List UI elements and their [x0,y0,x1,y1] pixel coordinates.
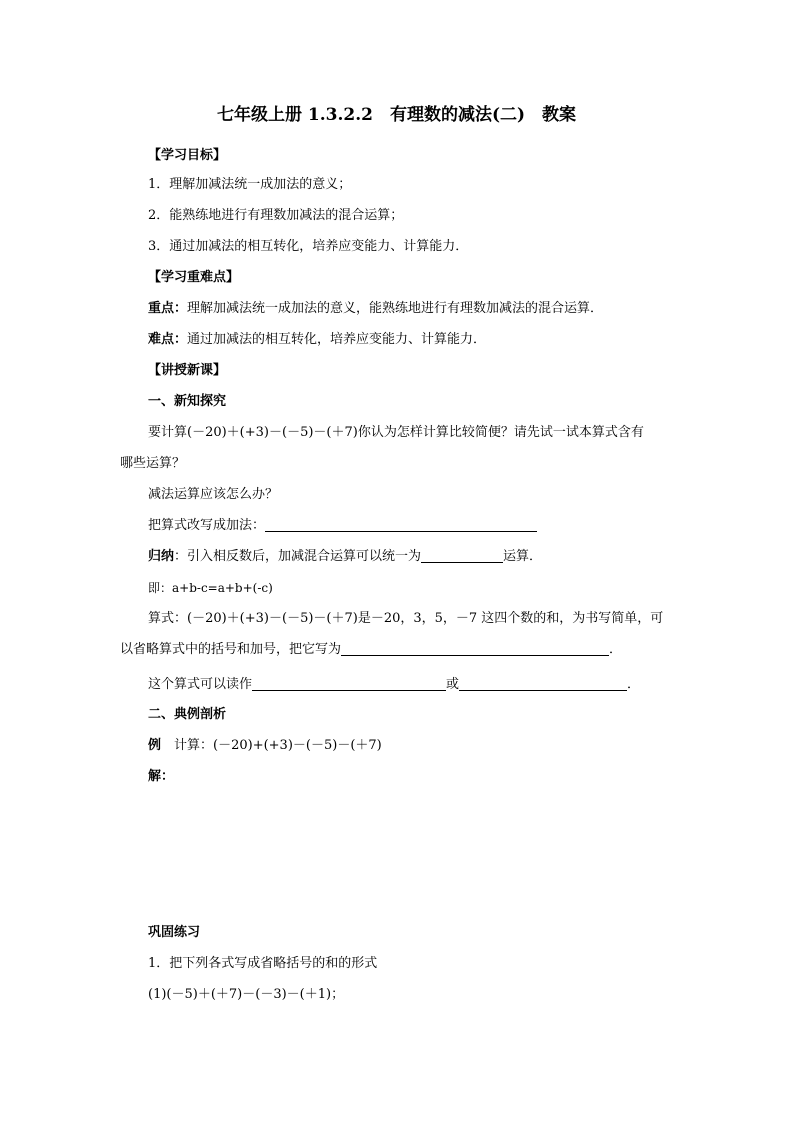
difficult-point-line [148,331,486,349]
question-2: 减法运算应该怎么办？ [148,487,279,502]
example-label: 例 [148,738,162,753]
goal-item-3: 3．通过加减法的相互转化，培养应变能力、计算能力． [148,239,469,254]
part1-heading: 一、新知探究 [148,394,227,409]
rewrite-line [148,517,537,535]
read-answer-blank-2[interactable] [459,676,627,691]
section-key-heading: 【学习重难点】 [148,270,240,285]
section-new-heading: 【讲授新课】 [148,363,227,378]
expression-line-2 [120,641,622,659]
example-line [148,737,382,755]
difficult-point-label: 难点： [148,332,188,347]
expression-line-2-end: ． [609,642,623,657]
expression-line-1: 算式：(－20)＋(+3)－(－5)－(＋7)是－20，3，5，－7 这四个数的和，为书写简单，可 [148,611,664,626]
question-1-line-2: 哪些运算？ [120,456,186,471]
difficult-point-text: 通过加减法的相互转化，培养应变能力、计算能力． [187,332,487,347]
summary-line [148,548,542,566]
practice-item-1: 1．把下列各式写成省略括号的和的形式 [148,956,378,971]
practice-item-1-1: (1)(－5)＋(＋7)－(－3)－(＋1)； [148,987,345,1002]
expression-line-2-text: 以省略算式中的括号和加号，把它写为 [120,642,342,657]
key-point-label: 重点： [148,301,188,316]
summary-answer-blank[interactable] [421,548,503,563]
practice-heading: 巩固练习 [148,925,201,940]
goal-item-1: 1．理解加减法统一成加法的意义； [148,177,352,192]
summary-label: 归纳 [148,549,175,564]
summary-text: ：引入相反数后，加减混合运算可以统一为 [174,549,422,564]
example-text: 计算：(－20)+(+3)－(－5)－(＋7) [161,738,382,753]
summary-end: 运算． [503,549,543,564]
read-line [148,676,640,694]
section-goals-heading: 【学习目标】 [148,148,227,163]
goal-item-2: 2．能熟练地进行有理数加减法的混合运算； [148,208,404,223]
read-prompt: 这个算式可以读作 [148,677,253,692]
part2-heading: 二、典例剖析 [148,707,227,722]
expression-answer-blank[interactable] [341,641,609,656]
solution-label: 解： [148,769,175,784]
read-end: ． [627,677,641,692]
read-answer-blank-1[interactable] [252,676,446,691]
key-point-line [148,300,603,318]
question-1-line-1: 要计算(－20)＋(+3)－(－5)－(＋7)你认为怎样计算比较简便？请先试一试本算式含有 [148,425,644,440]
rewrite-answer-blank[interactable] [265,517,537,532]
read-or: 或 [446,677,460,692]
rewrite-prompt: 把算式改写成加法： [148,518,266,533]
formula-line: 即：a+b-c=a+b+(-c) [148,581,273,595]
key-point-text: 理解加减法统一成加法的意义，能熟练地进行有理数加减法的混合运算． [187,301,604,316]
page-title: 七年级上册 1.3.2.2 有理数的减法(二) 教案 [216,105,577,125]
